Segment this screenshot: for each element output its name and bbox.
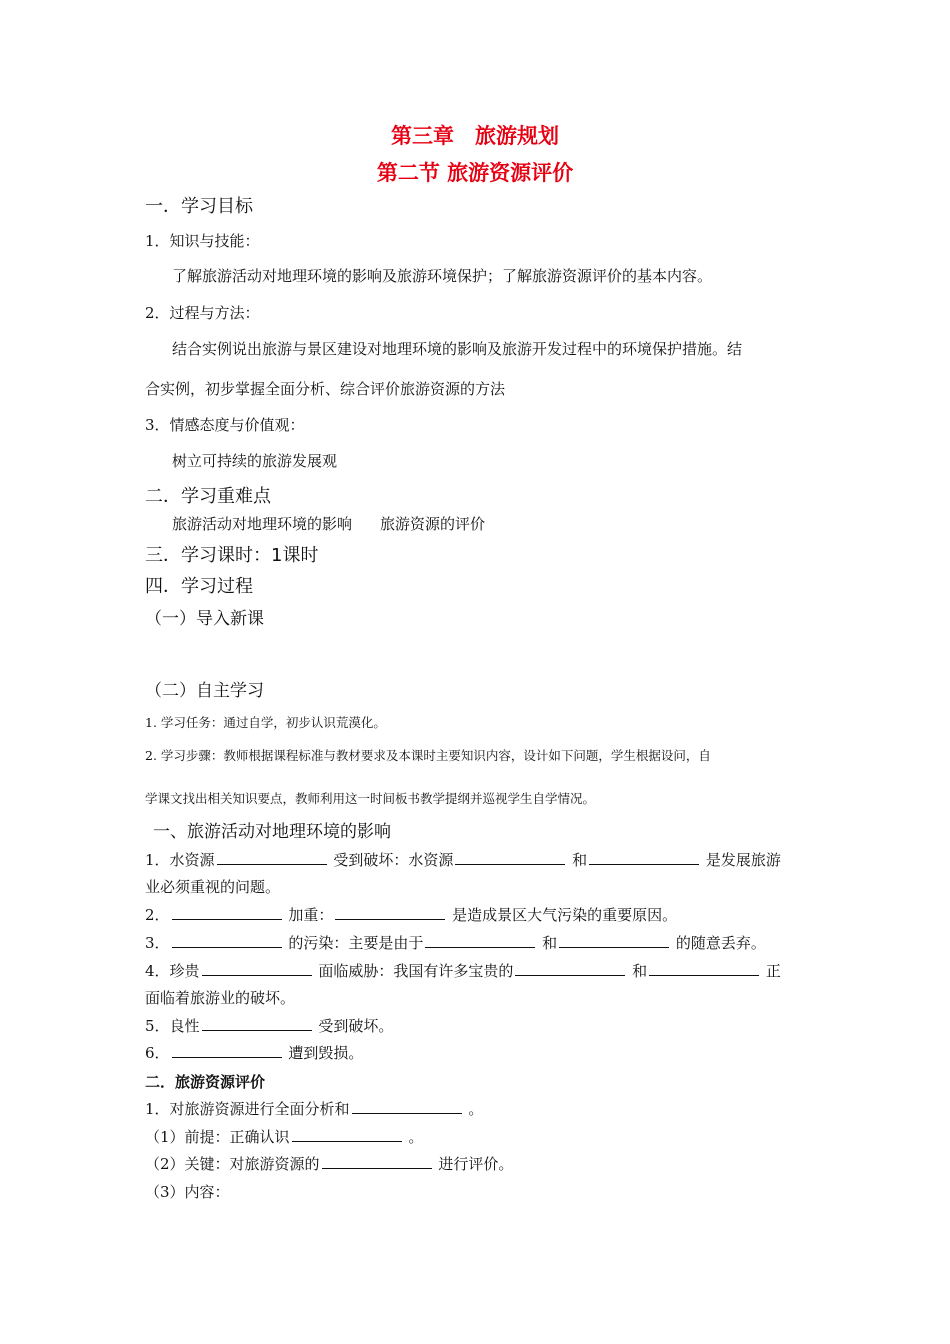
blank-field[interactable]	[455, 850, 565, 865]
q-a4-part1: 4．珍贵	[145, 962, 200, 980]
blank-field[interactable]	[515, 961, 625, 976]
question-a4	[145, 960, 781, 981]
q-a3-part2: 的污染：主要是由于	[288, 934, 424, 952]
goal-2-label: 2．过程与方法：	[145, 304, 260, 322]
q-a1-part1: 1．水资源	[145, 851, 215, 869]
question-a3	[145, 932, 766, 953]
section-title: 第二节 旅游资源评价	[376, 161, 574, 185]
blank-field[interactable]	[559, 933, 669, 948]
q-a5-part1: 5．良性	[145, 1017, 200, 1035]
steps-line1: 2. 学习步骤：教师根据课程标准与教材要求及本课时主要知识内容，设计如下问题，学生根据设问，自	[145, 748, 711, 763]
blank-field[interactable]	[202, 961, 312, 976]
task-text: 1. 学习任务：通过自学，初步认识荒漠化。	[145, 715, 386, 730]
heading-learning-goals: 一．学习目标	[145, 196, 253, 217]
sub-heading-self-study: （二）自主学习	[145, 681, 264, 701]
blank-field[interactable]	[172, 933, 282, 948]
q-a3-part3: 和	[542, 934, 558, 952]
heading-class-hours: 三．学习课时：1课时	[145, 545, 319, 566]
section-a-heading: 一、旅游活动对地理环境的影响	[153, 822, 391, 842]
q-a4-part3: 和	[632, 962, 648, 980]
q-a2-part3: 是造成景区大气污染的重要原因。	[452, 906, 678, 924]
q-a3-part1: 3．	[145, 934, 170, 952]
goal-1-label: 1．知识与技能：	[145, 232, 260, 250]
q-a4-part2: 面临威胁：我国有许多宝贵的	[318, 962, 514, 980]
blank-field[interactable]	[292, 1127, 402, 1142]
key-point-b: 旅游资源的评价	[380, 515, 486, 533]
goal-2-text-line1: 结合实例说出旅游与景区建设对地理环境的影响及旅游开发过程中的环境保护措施。结	[172, 340, 743, 358]
question-a2	[145, 904, 677, 925]
blank-field[interactable]	[217, 850, 327, 865]
blank-field[interactable]	[172, 905, 282, 920]
q-b1-sub1-part2: 。	[408, 1128, 424, 1146]
blank-field[interactable]	[425, 933, 535, 948]
q-b1-sub2-part2: 进行评价。	[438, 1155, 514, 1173]
q-a1-part3: 和	[572, 851, 588, 869]
chapter-title: 第三章 旅游规划	[391, 124, 559, 148]
blank-field[interactable]	[649, 961, 759, 976]
question-b1-sub1	[145, 1126, 423, 1147]
blank-field[interactable]	[589, 850, 699, 865]
question-a1	[145, 849, 781, 870]
sub-heading-intro: （一）导入新课	[145, 609, 264, 629]
q-b1-part2: 。	[468, 1100, 484, 1118]
blank-field[interactable]	[352, 1099, 462, 1114]
q-a1-part4: 是发展旅游	[705, 851, 781, 869]
goal-3-label: 3．情感态度与价值观：	[145, 416, 305, 434]
blank-field[interactable]	[202, 1016, 312, 1031]
q-a2-part1: 2．	[145, 906, 170, 924]
q-a3-part4: 的随意丢弃。	[675, 934, 766, 952]
question-a4-line2: 面临着旅游业的破坏。	[145, 989, 296, 1007]
q-a6-part2: 遭到毁损。	[288, 1044, 364, 1062]
q-a2-part2: 加重：	[288, 906, 334, 924]
question-b1-sub2	[145, 1153, 513, 1174]
heading-learning-process: 四．学习过程	[145, 576, 253, 597]
blank-field[interactable]	[172, 1043, 282, 1058]
goal-2-text-line2: 合实例，初步掌握全面分析、综合评价旅游资源的方法	[145, 380, 506, 398]
question-a1-line2: 业必须重视的问题。	[145, 878, 281, 896]
steps-line2: 学课文找出相关知识要点，教师利用这一时间板书教学提纲并巡视学生自学情况。	[145, 791, 596, 806]
goal-3-text: 树立可持续的旅游发展观	[172, 452, 338, 470]
goal-1-text: 了解旅游活动对地理环境的影响及旅游环境保护；了解旅游资源评价的基本内容。	[172, 267, 713, 285]
key-points-text	[172, 513, 485, 534]
question-a6	[145, 1042, 363, 1063]
key-point-a: 旅游活动对地理环境的影响	[172, 515, 353, 533]
heading-key-points: 二．学习重难点	[145, 486, 271, 507]
q-a6-part1: 6．	[145, 1044, 170, 1062]
q-b1-part1: 1．对旅游资源进行全面分析和	[145, 1100, 350, 1118]
section-b-heading: 二．旅游资源评价	[145, 1073, 266, 1091]
q-a4-part4: 正	[765, 962, 781, 980]
q-a5-part2: 受到破坏。	[318, 1017, 394, 1035]
q-a1-part2: 受到破坏：水资源	[333, 851, 454, 869]
question-b1	[145, 1098, 483, 1119]
blank-field[interactable]	[335, 905, 445, 920]
blank-field[interactable]	[322, 1154, 432, 1169]
q-b1-sub1-part1: （1）前提：正确认识	[145, 1128, 290, 1146]
question-a5	[145, 1015, 393, 1036]
question-b1-sub3: （3）内容：	[145, 1183, 230, 1201]
q-b1-sub2-part1: （2）关键：对旅游资源的	[145, 1155, 320, 1173]
